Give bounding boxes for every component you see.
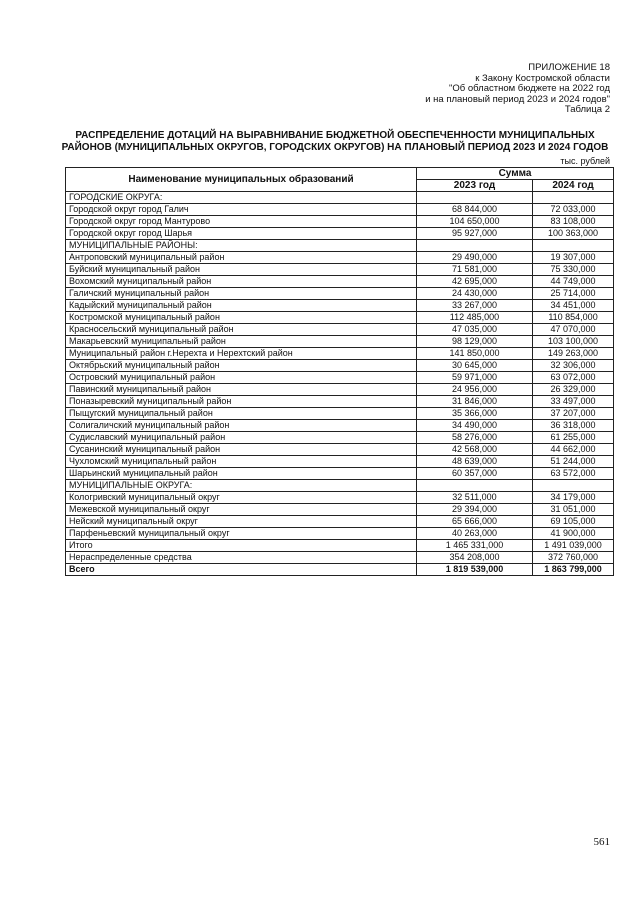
- annex-line-3: "Об областном бюджете на 2022 год: [449, 83, 610, 95]
- row-name: МУНИЦИПАЛЬНЫЕ ОКРУГА:: [66, 480, 417, 492]
- row-value-2023: 1 819 539,000: [417, 564, 533, 576]
- page-number: 561: [593, 836, 610, 848]
- table-row: [66, 276, 614, 288]
- row-value-2023: 354 208,000: [417, 552, 533, 564]
- row-value-2024: 36 318,000: [533, 420, 614, 432]
- row-value-2024: 69 105,000: [533, 516, 614, 528]
- table-row: [66, 336, 614, 348]
- row-value-2024: 19 307,000: [533, 252, 614, 264]
- table-row: [66, 324, 614, 336]
- row-value-2024: 63 072,000: [533, 372, 614, 384]
- row-value-2023: 141 850,000: [417, 348, 533, 360]
- row-name: Нейский муниципальный округ: [66, 516, 417, 528]
- row-value-2024: 47 070,000: [533, 324, 614, 336]
- table-row: [66, 528, 614, 540]
- row-name: Городской округ город Шарья: [66, 228, 417, 240]
- row-value-2023: 29 394,000: [417, 504, 533, 516]
- row-value-2023: 112 485,000: [417, 312, 533, 324]
- row-value-2023: 48 639,000: [417, 456, 533, 468]
- row-name: Костромской муниципальный район: [66, 312, 417, 324]
- row-value-2024: 34 179,000: [533, 492, 614, 504]
- table-row: [66, 444, 614, 456]
- row-value-2024: 31 051,000: [533, 504, 614, 516]
- row-value-2023: 65 666,000: [417, 516, 533, 528]
- table-row: [66, 564, 614, 576]
- row-value-2023: 42 568,000: [417, 444, 533, 456]
- row-value-2023: 95 927,000: [417, 228, 533, 240]
- row-value-2024: 44 749,000: [533, 276, 614, 288]
- row-value-2024: 41 900,000: [533, 528, 614, 540]
- table-row: [66, 408, 614, 420]
- table-row: [66, 516, 614, 528]
- row-name: Городской округ город Галич: [66, 204, 417, 216]
- table-row: [66, 372, 614, 384]
- row-name: Красносельский муниципальный район: [66, 324, 417, 336]
- row-name: Муниципальный район г.Нерехта и Нерехтский район: [66, 348, 417, 360]
- row-name: Парфеньевский муниципальный округ: [66, 528, 417, 540]
- header-year-2024: 2024 год: [533, 180, 614, 192]
- annex-header: [425, 63, 610, 116]
- table-row: [66, 240, 614, 252]
- table-row: [66, 480, 614, 492]
- row-value-2024: 61 255,000: [533, 432, 614, 444]
- row-value-2023: 1 465 331,000: [417, 540, 533, 552]
- row-name: Межевской муниципальный округ: [66, 504, 417, 516]
- row-value-2023: 58 276,000: [417, 432, 533, 444]
- row-value-2024: [533, 192, 614, 204]
- row-value-2023: [417, 480, 533, 492]
- table-row: [66, 216, 614, 228]
- row-value-2024: 32 306,000: [533, 360, 614, 372]
- row-value-2023: 31 846,000: [417, 396, 533, 408]
- row-value-2024: 72 033,000: [533, 204, 614, 216]
- row-value-2023: 34 490,000: [417, 420, 533, 432]
- table-row: [66, 300, 614, 312]
- row-name: Макарьевский муниципальный район: [66, 336, 417, 348]
- table-row: [66, 228, 614, 240]
- row-value-2024: 33 497,000: [533, 396, 614, 408]
- row-name: Итого: [66, 540, 417, 552]
- row-value-2023: [417, 240, 533, 252]
- table-row: [66, 264, 614, 276]
- units-label: тыс. рублей: [560, 156, 610, 166]
- distribution-table: [65, 167, 614, 576]
- table-row: [66, 540, 614, 552]
- row-name: Вохомский муниципальный район: [66, 276, 417, 288]
- row-name: Буйский муниципальный район: [66, 264, 417, 276]
- annex-table-number: Таблица 2: [564, 104, 610, 116]
- row-name: Чухломский муниципальный район: [66, 456, 417, 468]
- row-value-2024: 110 854,000: [533, 312, 614, 324]
- row-value-2024: 1 863 799,000: [533, 564, 614, 576]
- row-value-2023: 60 357,000: [417, 468, 533, 480]
- row-name: Павинский муниципальный район: [66, 384, 417, 396]
- row-value-2024: 37 207,000: [533, 408, 614, 420]
- document-title: [60, 130, 610, 153]
- row-value-2024: 1 491 039,000: [533, 540, 614, 552]
- table-row: [66, 192, 614, 204]
- row-name: Кологривский муниципальный округ: [66, 492, 417, 504]
- row-value-2024: 44 662,000: [533, 444, 614, 456]
- row-value-2024: 149 263,000: [533, 348, 614, 360]
- row-value-2023: 98 129,000: [417, 336, 533, 348]
- title-line-1: РАСПРЕДЕЛЕНИЕ ДОТАЦИЙ НА ВЫРАВНИВАНИЕ БЮДЖЕТНОЙ ОБЕСПЕЧЕННОСТИ МУНИЦИПАЛЬНЫХ: [75, 130, 595, 141]
- table-row: [66, 396, 614, 408]
- row-name: ГОРОДСКИЕ ОКРУГА:: [66, 192, 417, 204]
- table-body: [66, 192, 614, 576]
- row-name: Антроповский муниципальный район: [66, 252, 417, 264]
- row-name: Нераспределенные средства: [66, 552, 417, 564]
- table-row: [66, 204, 614, 216]
- row-value-2024: [533, 480, 614, 492]
- row-value-2024: 83 108,000: [533, 216, 614, 228]
- row-value-2023: 68 844,000: [417, 204, 533, 216]
- header-year-2023: 2023 год: [417, 180, 533, 192]
- row-name: Октябрьский муниципальный район: [66, 360, 417, 372]
- row-value-2024: 103 100,000: [533, 336, 614, 348]
- header-sum: Сумма: [417, 168, 614, 180]
- row-value-2023: 104 650,000: [417, 216, 533, 228]
- row-name: Городской округ город Мантурово: [66, 216, 417, 228]
- row-value-2023: 59 971,000: [417, 372, 533, 384]
- row-value-2023: 42 695,000: [417, 276, 533, 288]
- row-value-2024: 25 714,000: [533, 288, 614, 300]
- row-value-2023: 29 490,000: [417, 252, 533, 264]
- row-value-2024: 26 329,000: [533, 384, 614, 396]
- row-value-2023: 30 645,000: [417, 360, 533, 372]
- row-value-2024: 51 244,000: [533, 456, 614, 468]
- row-name: Островский муниципальный район: [66, 372, 417, 384]
- row-value-2023: 71 581,000: [417, 264, 533, 276]
- annex-line-1: ПРИЛОЖЕНИЕ 18: [528, 62, 610, 73]
- table-row: [66, 348, 614, 360]
- row-name: Поназыревский муниципальный район: [66, 396, 417, 408]
- row-value-2023: 24 956,000: [417, 384, 533, 396]
- table-row: [66, 252, 614, 264]
- table-row: [66, 312, 614, 324]
- row-value-2023: 35 366,000: [417, 408, 533, 420]
- row-name: Кадыйский муниципальный район: [66, 300, 417, 312]
- table-row: [66, 360, 614, 372]
- table-row: [66, 456, 614, 468]
- table-row: [66, 468, 614, 480]
- row-name: МУНИЦИПАЛЬНЫЕ РАЙОНЫ:: [66, 240, 417, 252]
- row-value-2023: 47 035,000: [417, 324, 533, 336]
- table-row: [66, 432, 614, 444]
- row-value-2023: 32 511,000: [417, 492, 533, 504]
- row-name: Пыщугский муниципальный район: [66, 408, 417, 420]
- header-name: Наименование муниципальных образований: [66, 168, 417, 192]
- row-value-2024: [533, 240, 614, 252]
- row-value-2023: 33 267,000: [417, 300, 533, 312]
- row-value-2024: 75 330,000: [533, 264, 614, 276]
- table-row: [66, 504, 614, 516]
- row-name: Сусанинский муниципальный район: [66, 444, 417, 456]
- row-name: Галичский муниципальный район: [66, 288, 417, 300]
- table-row: [66, 552, 614, 564]
- row-value-2024: 372 760,000: [533, 552, 614, 564]
- row-value-2024: 100 363,000: [533, 228, 614, 240]
- row-value-2023: 40 263,000: [417, 528, 533, 540]
- row-value-2024: 34 451,000: [533, 300, 614, 312]
- row-name: Судиславский муниципальный район: [66, 432, 417, 444]
- table-row: [66, 420, 614, 432]
- row-name: Солигаличский муниципальный район: [66, 420, 417, 432]
- annex-line-4: и на плановый период 2023 и 2024 годов": [425, 93, 610, 105]
- row-name: Всего: [66, 564, 417, 576]
- row-value-2023: 24 430,000: [417, 288, 533, 300]
- row-value-2024: 63 572,000: [533, 468, 614, 480]
- table-row: [66, 384, 614, 396]
- row-name: Шарьинский муниципальный район: [66, 468, 417, 480]
- table-row: [66, 492, 614, 504]
- row-value-2023: [417, 192, 533, 204]
- table-row: [66, 288, 614, 300]
- annex-line-2: к Закону Костромской области: [475, 72, 610, 84]
- title-line-2: РАЙОНОВ (МУНИЦИПАЛЬНЫХ ОКРУГОВ, ГОРОДСКИХ ОКРУГОВ) НА ПЛАНОВЫЙ ПЕРИОД 2023 И 2024 ГОДОВ: [61, 141, 609, 153]
